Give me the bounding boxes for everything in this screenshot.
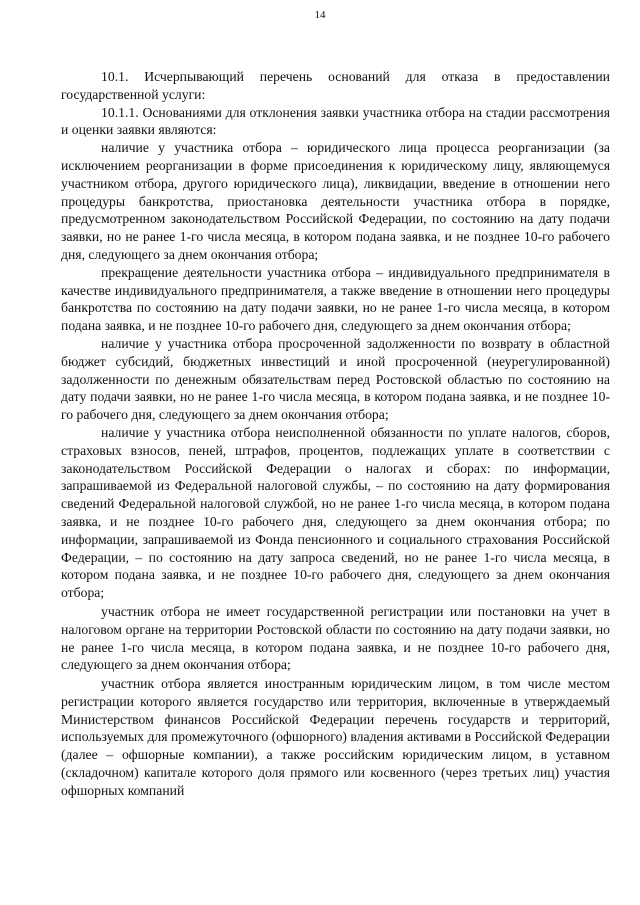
paragraph-tax-obligation: наличие у участника отбора неисполненной обязанности по уплате налогов, сборов, страховых взносов, пеней, штрафов, процентов, подлежащих уплате в соответствии с законодательством Российской Федерации о налогах и сборах: по информации, запрашиваемой из Федеральной налоговой службы, – по состоянию на дату формирования сведений Федеральной налоговой службой, но не ранее 1-го числа месяца, в котором подана заявка, и не позднее 10-го рабочего дня, следующего за днем окончания отбора; по информации, запрашиваемой из Фонда пенсионного и социального страхования Российской Федерации, – по состоянию на дату запроса сведений, но не ранее 1-го числа месяца, в котором подана заявка, и не позднее 10-го рабочего дня, следующего за днем окончания отбора;: [61, 424, 610, 601]
paragraph-reorganization: наличие у участника отбора – юридического лица процесса реорганизации (за исключением реорганизации в форме присоединения к юридическому лицу, являющемуся участником отбора, другого юридического лица), ликвидации, введение в отношении него процедуры банкротства, приостановка деятельности участника отбора в порядке, предусмотренном законодательством Российской Федерации, по состоянию на дату подачи заявки, но не ранее 1-го числа месяца, в котором подана заявка, и не позднее 10-го рабочего дня, следующего за днем окончания отбора;: [61, 140, 610, 262]
paragraph-10-1: 10.1. Исчерпывающий перечень оснований для отказа в предоставлении государственной услуги:: [61, 69, 610, 102]
paragraph-10-1-1: 10.1.1. Основаниями для отклонения заявки участника отбора на стадии рассмотрения и оценки заявки являются:: [61, 104, 610, 138]
document-body: [61, 68, 610, 800]
paragraph-registration: участник отбора не имеет государственной регистрации или постановки на учет в налоговом органе на территории Ростовской области по состоянию на дату подачи заявки, но не ранее 1-го числа месяца, в котором подана заявка, и не позднее 10-го рабочего дня, следующего за днем окончания отбора;: [61, 603, 610, 673]
paragraph-debt: наличие у участника отбора просроченной задолженности по возврату в областной бюджет субсидий, бюджетных инвестиций и иной просроченной (неурегулированной) задолженности по денежным обязательствам перед Ростовской областью по состоянию на дату подачи заявки, но не ранее 1-го числа месяца, в котором подана заявка, и не позднее 10-го рабочего дня, следующего за днем окончания отбора;: [61, 335, 610, 423]
paragraph-termination: прекращение деятельности участника отбора – индивидуального предпринимателя в качестве индивидуального предпринимателя, а также введение в отношении него процедуры банкротства по состоянию на дату подачи заявки, но не ранее 1-го числа месяца, в котором подана заявка, и не позднее 10-го рабочего дня, следующего за днем окончания отбора;: [61, 264, 610, 334]
page-number: 14: [314, 9, 326, 21]
paragraph-foreign-entity: участник отбора является иностранным юридическим лицом, в том числе местом регистрации которого является государство или территория, включенные в утверждаемый Министерством финансов Российской Федерации перечень государств и территорий, используемых для промежуточного (офшорного) владения активами в Российской Федерации (далее – офшорные компании), а также российским юридическим лицом, в уставном (складочном) капитале которого доля прямого или косвенного (через третьих лиц) участия офшорных компаний: [61, 676, 611, 798]
